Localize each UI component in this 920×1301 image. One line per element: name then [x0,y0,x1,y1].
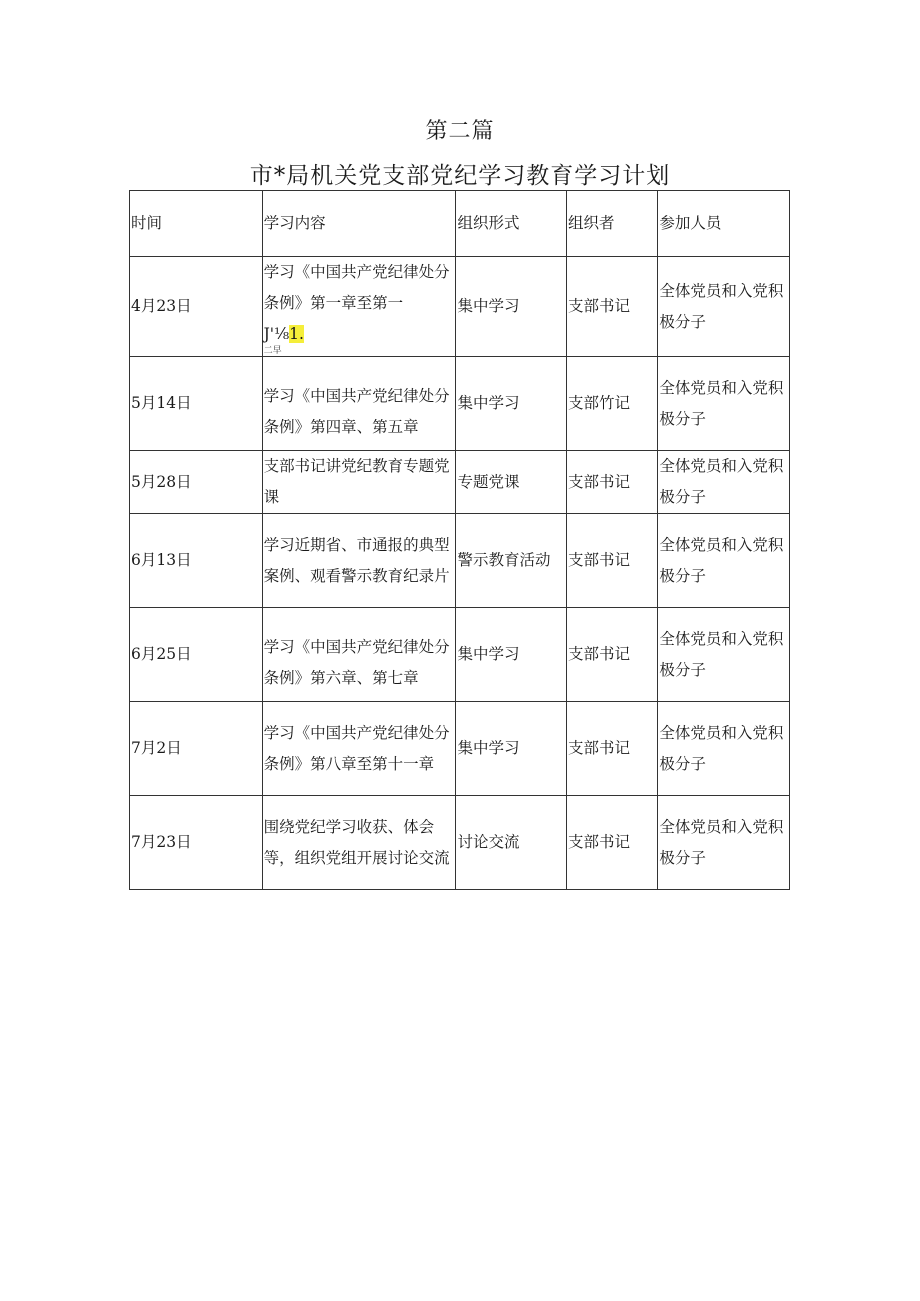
table-header-row [130,191,790,257]
cell-time: 6月13日 [130,514,263,608]
header-form: 组织形式 [456,191,567,257]
table-row [130,608,790,702]
cell-time: 5月14日 [130,357,263,451]
cell-form: 集中学习 [456,608,567,702]
header-organizer: 组织者 [566,191,657,257]
cell-form: 警示教育活动 [456,514,567,608]
header-time: 时间 [130,191,263,257]
cell-time: 5月28日 [130,451,263,514]
cell-time: 7月2日 [130,702,263,796]
header-participants: 参加人员 [658,191,790,257]
cell-participants: 全体党员和入党积极分子 [658,257,790,357]
cell-participants: 全体党员和入党积极分子 [658,451,790,514]
cell-participants: 全体党员和入党积极分子 [658,796,790,890]
content-small-text: 二早 [263,346,282,356]
cell-content: 围绕党纪学习收获、体会等，组织党组开展讨论交流 [262,796,456,890]
content-garbled: J'⅛ [263,325,290,343]
study-plan-table [129,190,790,890]
cell-participants: 全体党员和入党积极分子 [658,514,790,608]
cell-participants: 全体党员和入党积极分子 [658,608,790,702]
cell-organizer: 支部书记 [566,514,657,608]
table-row [130,357,790,451]
part-title: 第二篇 [425,119,495,144]
cell-content [262,257,456,357]
highlighted-text: 1. [289,325,304,343]
cell-time: 7月23日 [130,796,263,890]
document-title: 市*局机关党支部党纪学习教育学习计划 [249,163,671,189]
cell-form: 讨论交流 [456,796,567,890]
cell-organizer: 支部书记 [566,702,657,796]
cell-participants: 全体党员和入党积极分子 [658,702,790,796]
cell-organizer: 支部书记 [566,796,657,890]
cell-participants: 全体党员和入党积极分子 [658,357,790,451]
cell-content: 支部书记讲党纪教育专题党课 [262,451,456,514]
cell-content: 学习近期省、市通报的典型案例、观看警示教育纪录片 [262,514,456,608]
cell-form: 集中学习 [456,257,567,357]
cell-form: 集中学习 [456,702,567,796]
table-row [130,451,790,514]
cell-organizer: 支部书记 [566,451,657,514]
cell-content: 学习《中国共产党纪律处分条例》第四章、第五章 [262,357,456,451]
cell-organizer: 支部书记 [566,608,657,702]
content-text: 学习《中国共产党纪律处分条例》第一章至第一 [263,263,450,312]
cell-organizer: 支部书记 [566,257,657,357]
table-row [130,514,790,608]
header-content: 学习内容 [262,191,456,257]
cell-time: 6月25日 [130,608,263,702]
cell-form: 集中学习 [456,357,567,451]
cell-time: 4月23日 [130,257,263,357]
table-row [130,702,790,796]
cell-content: 学习《中国共产党纪律处分条例》第八章至第十一章 [262,702,456,796]
table-row [130,796,790,890]
cell-organizer: 支部竹记 [566,357,657,451]
cell-form: 专题党课 [456,451,567,514]
table-row [130,257,790,357]
cell-content: 学习《中国共产党纪律处分条例》第六章、第七章 [262,608,456,702]
